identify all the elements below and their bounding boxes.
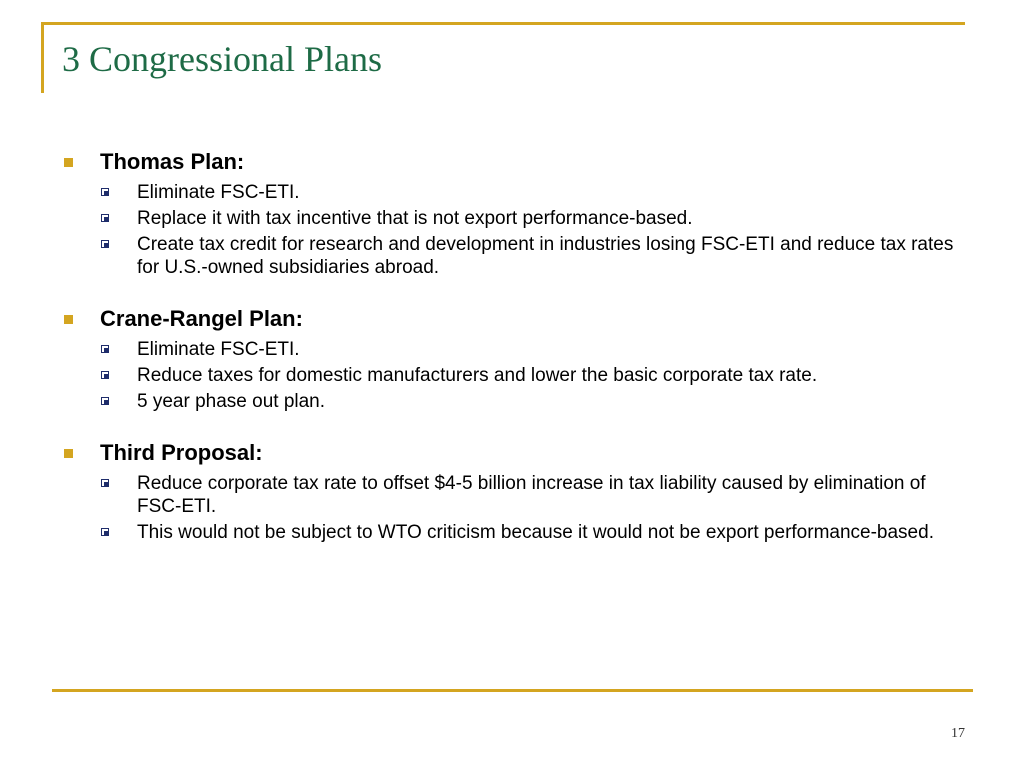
list-item-text: Eliminate FSC-ETI. [137,339,300,360]
list-item [62,521,972,544]
hollow-square-bullet-icon [101,528,109,536]
list-item [62,472,972,518]
list-item-text: This would not be subject to WTO criticism because it would not be export performance-based. [137,522,934,543]
hollow-square-bullet-icon [101,371,109,379]
section-thomas-plan [62,146,972,279]
list-item [62,233,972,279]
title-frame-horizontal-line [41,22,965,25]
list-item-text: Replace it with tax incentive that is not export performance-based. [137,208,693,229]
section-heading: Third Proposal: [100,440,263,465]
list-item-text: Eliminate FSC-ETI. [137,182,300,203]
list-item [62,390,972,413]
list-item-text: Reduce taxes for domestic manufacturers and lower the basic corporate tax rate. [137,365,818,386]
hollow-square-bullet-icon [101,214,109,222]
hollow-square-bullet-icon [101,397,109,405]
slide-title: 3 Congressional Plans [62,39,382,79]
hollow-square-bullet-icon [101,479,109,487]
page-number: 17 [951,726,965,741]
slide-body [62,146,972,544]
list-item [62,338,972,361]
title-frame-vertical-line [41,22,44,93]
square-bullet-icon [64,315,73,324]
list-item-text: Create tax credit for research and development in industries losing FSC-ETI and reduce tax rates for U.S.-owned subsidiaries abroad. [137,234,954,278]
hollow-square-bullet-icon [101,345,109,353]
list-item [62,364,972,387]
hollow-square-bullet-icon [101,240,109,248]
section-third-proposal [62,437,972,544]
hollow-square-bullet-icon [101,188,109,196]
section-heading: Thomas Plan: [100,149,245,174]
square-bullet-icon [64,449,73,458]
section-heading: Crane-Rangel Plan: [100,306,303,331]
footer-divider [52,689,973,692]
list-item-text: Reduce corporate tax rate to offset $4-5 billion increase in tax liability caused by elimination of FSC-ETI. [137,473,926,517]
list-item-text: 5 year phase out plan. [137,391,326,412]
list-item [62,181,972,204]
list-item [62,207,972,230]
square-bullet-icon [64,158,73,167]
section-crane-rangel-plan [62,303,972,413]
